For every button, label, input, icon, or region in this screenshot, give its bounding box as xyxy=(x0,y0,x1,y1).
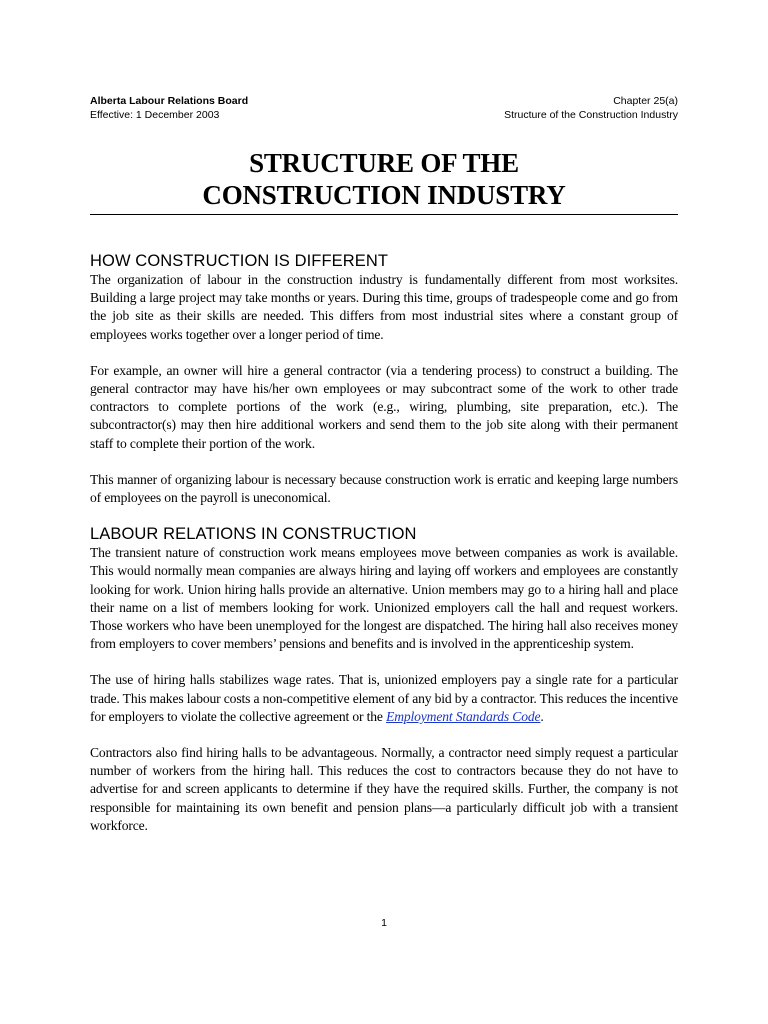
section-how-construction-is-different xyxy=(90,251,678,507)
paragraph: For example, an owner will hire a general contractor (via a tendering process) to construct a building. The general contractor may have his/her own employees or may subcontract some of the work to other trade contractors to complete portions of the work (e.g., wiring, plumbing, site preparation, etc.). The subcontractor(s) may then hire additional workers and send them to the job site along with their permanent staff to complete their portion of the work. xyxy=(90,362,678,451)
title-divider xyxy=(90,214,678,215)
section-heading: LABOUR RELATIONS IN CONSTRUCTION xyxy=(90,525,417,544)
section-heading: HOW CONSTRUCTION IS DIFFERENT xyxy=(90,252,389,270)
page-number: 1 xyxy=(381,917,387,929)
document-page xyxy=(90,93,678,835)
paragraph: This manner of organizing labour is necessary because construction work is erratic and keeping large numbers of employees on the payroll is uneconomical. xyxy=(90,471,678,506)
page-header xyxy=(90,93,678,125)
effective-date: Effective: 1 December 2003 xyxy=(90,109,220,121)
paragraph: The transient nature of construction work means employees move between companies as work is available. This would normally mean companies are always hiring and laying off workers and employees are constantly looking for work. Union hiring halls provide an alternative. Union members may go to a hiring hall and place their name on a list of members looking for work. Unionized employers call the hall and request workers. Those workers who have been unemployed for the longest are dispatched. The hiring hall also receives money from employers to cover members’ pensions and benefits and is involved in the apprenticeship system. xyxy=(90,545,678,652)
title-line-2: CONSTRUCTION INDUSTRY xyxy=(202,180,566,210)
chapter-number: Chapter 25(a) xyxy=(613,95,678,107)
link-suffix: . xyxy=(540,708,544,724)
paragraph: Contractors also find hiring halls to be advantageous. Normally, a contractor need simply request a particular number of workers from the hiring hall. This reduces the cost to contractors because they do not have to advertise for and screen applicants to determine if they have the required skills. Further, the company is not responsible for maintaining its own benefit and pension plans—a particularly difficult job with a transient workforce. xyxy=(90,745,678,833)
chapter-title: Structure of the Construction Industry xyxy=(504,109,678,121)
section-labour-relations-in-construction xyxy=(90,524,678,835)
title-line-1: STRUCTURE OF THE xyxy=(249,148,519,178)
paragraph-with-link xyxy=(90,671,678,726)
header-right xyxy=(504,94,678,122)
organization-name: Alberta Labour Relations Board xyxy=(90,95,249,107)
paragraph: The organization of labour in the construction industry is fundamentally different from most worksites. Building a large project may take months or years. During this time, groups of tradespeople come and go from the job site as their skills are needed. This differs from most industrial sites where a constant group of employees works together over a longer period of time. xyxy=(90,272,678,342)
paragraph-text: The use of hiring halls stabilizes wage rates. That is, unionized employers pay a single rate for a particular trade. This makes labour costs a non-competitive element of any bid by a contractor. This reduces the incentive for employers to violate the collective agreement or the xyxy=(90,672,678,724)
document-title xyxy=(90,147,678,211)
employment-standards-code-link[interactable]: Employment Standards Code xyxy=(386,708,541,724)
header-left xyxy=(90,94,248,122)
